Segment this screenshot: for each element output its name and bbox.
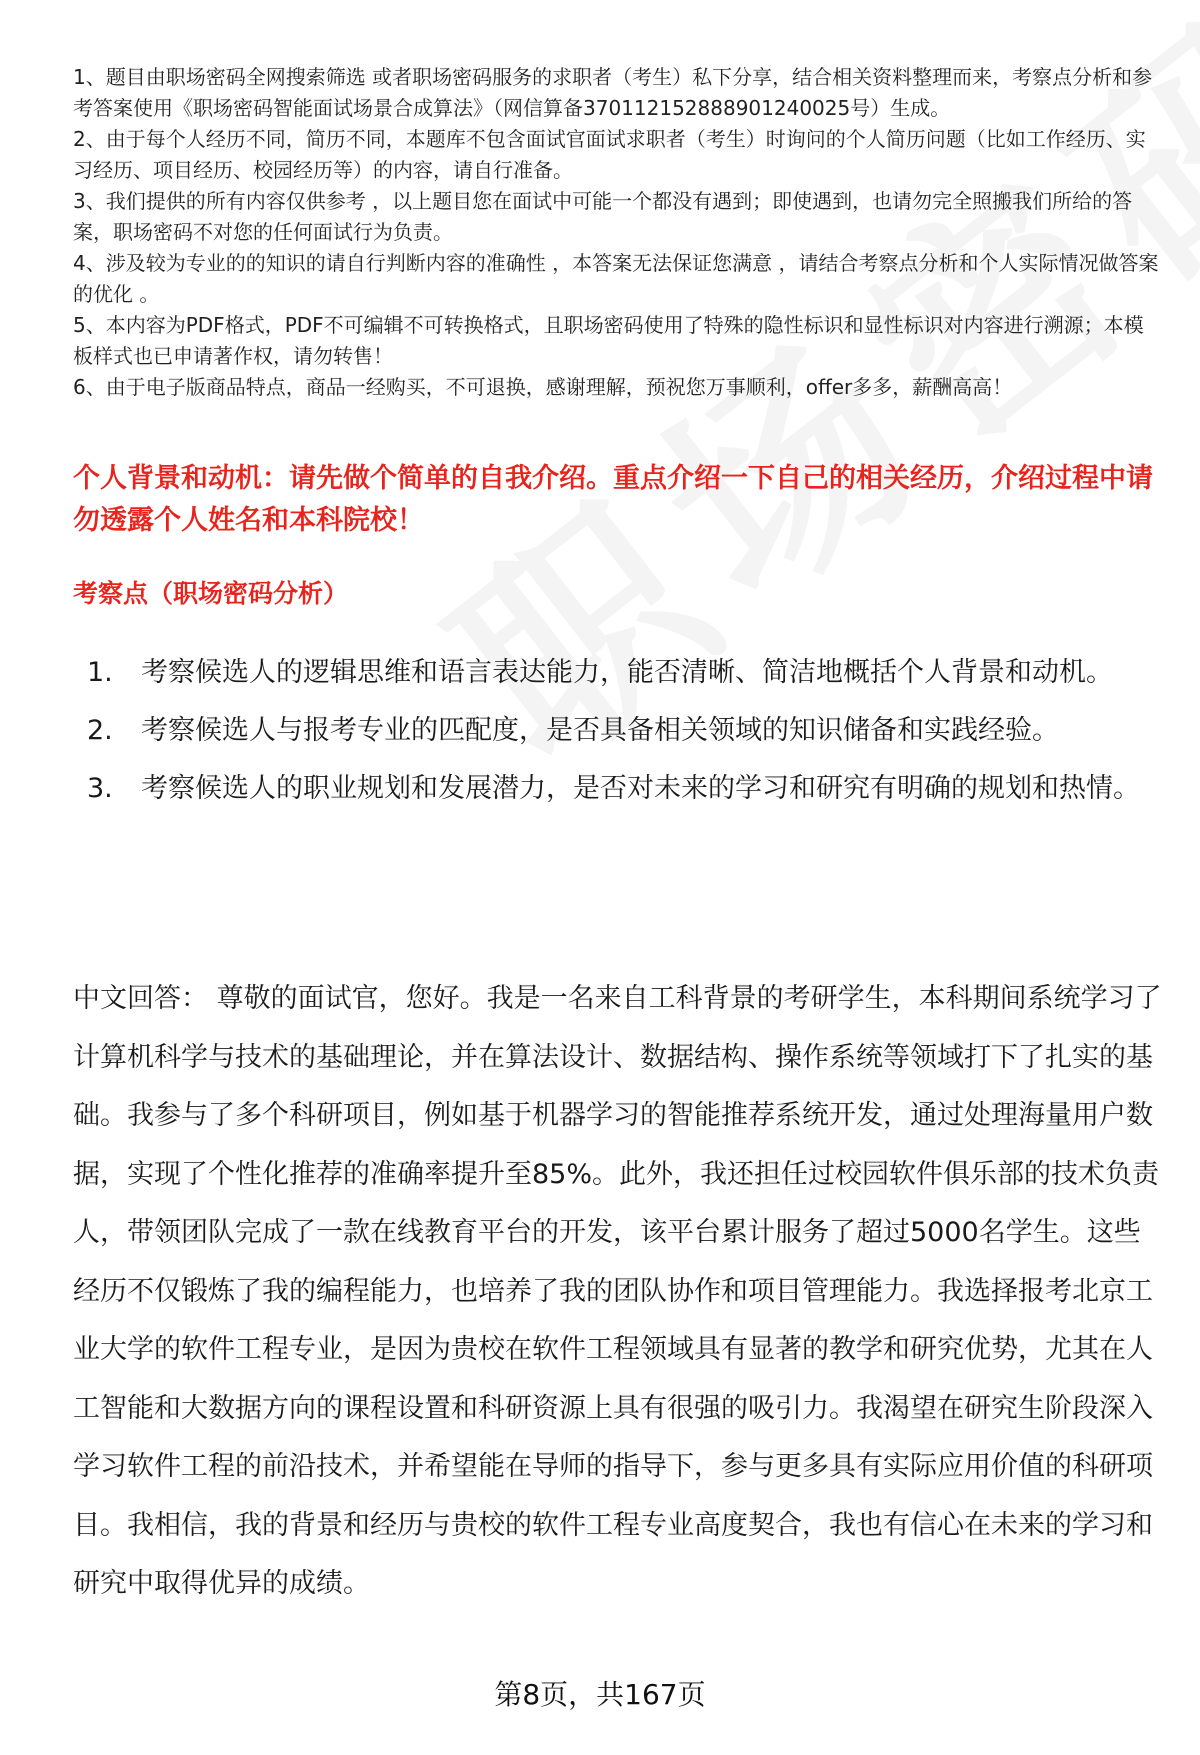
- question-title: 个人背景和动机：请先做个简单的自我介绍。重点介绍一下自己的相关经历，介绍过程中请勿透露个人姓名和本科院校！: [73, 463, 1153, 536]
- point-text: 考察候选人的逻辑思维和语言表达能力，能否清晰、简洁地概括个人背景和动机。: [141, 657, 1113, 688]
- notice-item: 1、题目由职场密码全网搜索筛选 或者职场密码服务的求职者（考生）私下分享，结合相关资料整理而来，考察点分析和参考答案使用《职场密码智能面试场景合成算法》（网信算备370112152888901240025号）生成。: [73, 65, 1153, 120]
- point-number: 2.: [87, 715, 113, 746]
- point-number: 3.: [87, 773, 113, 804]
- analysis-point: [73, 702, 1163, 760]
- notice-item: 5、本内容为PDF格式，PDF不可编辑不可转换格式，且职场密码使用了特殊的隐性标识和显性标识对内容进行溯源；本模板样式也已申请著作权，请勿转售！: [73, 313, 1144, 368]
- notice-item: 4、涉及较为专业的的知识的请自行判断内容的准确性 ，本答案无法保证您满意 ，请结合考察点分析和个人实际情况做答案的优化 。: [73, 251, 1159, 306]
- point-text: 考察候选人的职业规划和发展潜力，是否对未来的学习和研究有明确的规划和热情。: [141, 773, 1140, 804]
- page-number: 第8页，共167页: [494, 1678, 706, 1711]
- analysis-point: [73, 760, 1163, 818]
- notice-item: 2、由于每个人经历不同，简历不同，本题库不包含面试官面试求职者（考生）时询问的个人简历问题（比如工作经历、实习经历、项目经历、校园经历等）的内容，请自行准备。: [73, 127, 1146, 182]
- answer-paragraph: 中文回答： 尊敬的面试官，您好。我是一名来自工科背景的考研学生，本科期间系统学习了计算机科学与技术的基础理论，并在算法设计、数据结构、操作系统等领域打下了扎实的基础。我参与了多个科研项目，例如基于机器学习的智能推荐系统开发，通过处理海量用户数据，实现了个性化推荐的准确率提升至85%。此外，我还担任过校园软件俱乐部的技术负责人，带领团队完成了一款在线教育平台的开发，该平台累计服务了超过5000名学生。这些经历不仅锻炼了我的编程能力，也培养了我的团队协作和项目管理能力。我选择报考北京工业大学的软件工程专业，是因为贵校在软件工程领域具有显著的教学和研究优势，尤其在人工智能和大数据方向的课程设置和科研资源上具有很强的吸引力。我渴望在研究生阶段深入学习软件工程的前沿技术，并希望能在导师的指导下，参与更多具有实际应用价值的科研项目。我相信，我的背景和经历与贵校的软件工程专业高度契合，我也有信心在未来的学习和研究中取得优异的成绩。: [73, 983, 1162, 1599]
- notice-list: [73, 62, 1163, 403]
- analysis-points: [73, 644, 1163, 818]
- analysis-point: [73, 644, 1163, 702]
- point-number: 1.: [87, 657, 113, 688]
- point-text: 考察候选人与报考专业的匹配度，是否具备相关领域的知识储备和实践经验。: [141, 715, 1059, 746]
- analysis-heading: 考察点（职场密码分析）: [73, 579, 349, 608]
- notice-item: 3、我们提供的所有内容仅供参考 ，以上题目您在面试中可能一个都没有遇到；即使遇到，也请勿完全照搬我们所给的答案，职场密码不对您的任何面试行为负责。: [73, 189, 1133, 244]
- notice-item: 6、由于电子版商品特点，商品一经购买，不可退换，感谢理解，预祝您万事顺利，offer多多，薪酬高高！: [73, 375, 1013, 399]
